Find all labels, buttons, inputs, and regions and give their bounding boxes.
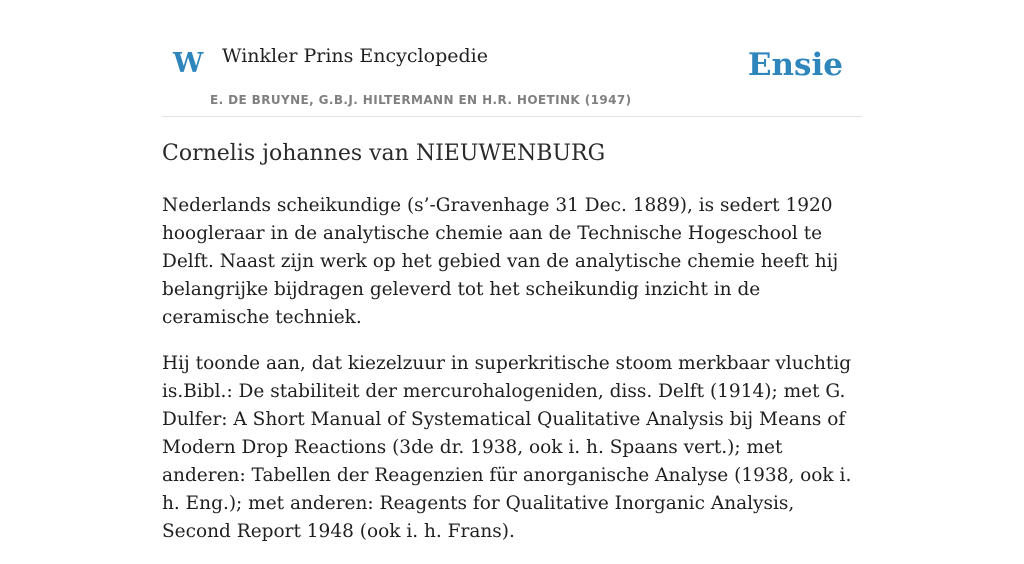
entry-paragraph-2: Hij toonde aan, dat kiezelzuur in superkritische stoom merkbaar vluchtig is.Bibl.: De stabiliteit der mercurohalogeniden, diss. Delft (1914); met G. Dulfer: A Short Manual of Systematical Qualitative Analysis bij Means of Modern Drop Reactions (3de dr. 1938, ook i. h. Spaans vert.); met anderen: Tabellen der Reagenzien für anorganische Analyse (1938, ook i. h. Eng.); met anderen: Reagents for Qualitative Inorganic Analysis, Second Report 1948 (ook i. h. Frans).: [162, 353, 852, 542]
entry-paragraph-1: Nederlands scheikundige (s’-Gravenhage 31 Dec. 1889), is sedert 1920 hoogleraar in de analytische chemie aan de Technische Hogeschool te Delft. Naast zijn werk op het gebied van de analytische chemie heeft hij belangrijke bijdragen geleverd tot het scheikundig inzicht in de ceramische techniek.: [162, 195, 839, 328]
header: [162, 0, 862, 117]
entry-title: Cornelis johannes van NIEUWENBURG: [162, 141, 606, 166]
publication-authors: E. DE BRUYNE, G.B.J. HILTERMANN EN H.R. HOETINK (1947): [210, 93, 632, 107]
ensie-logo[interactable]: Ensie: [747, 47, 843, 83]
entry-body: [162, 192, 864, 564]
publication-title[interactable]: Winkler Prins Encyclopedie: [222, 45, 488, 67]
publication-logo-w[interactable]: W: [173, 48, 204, 79]
